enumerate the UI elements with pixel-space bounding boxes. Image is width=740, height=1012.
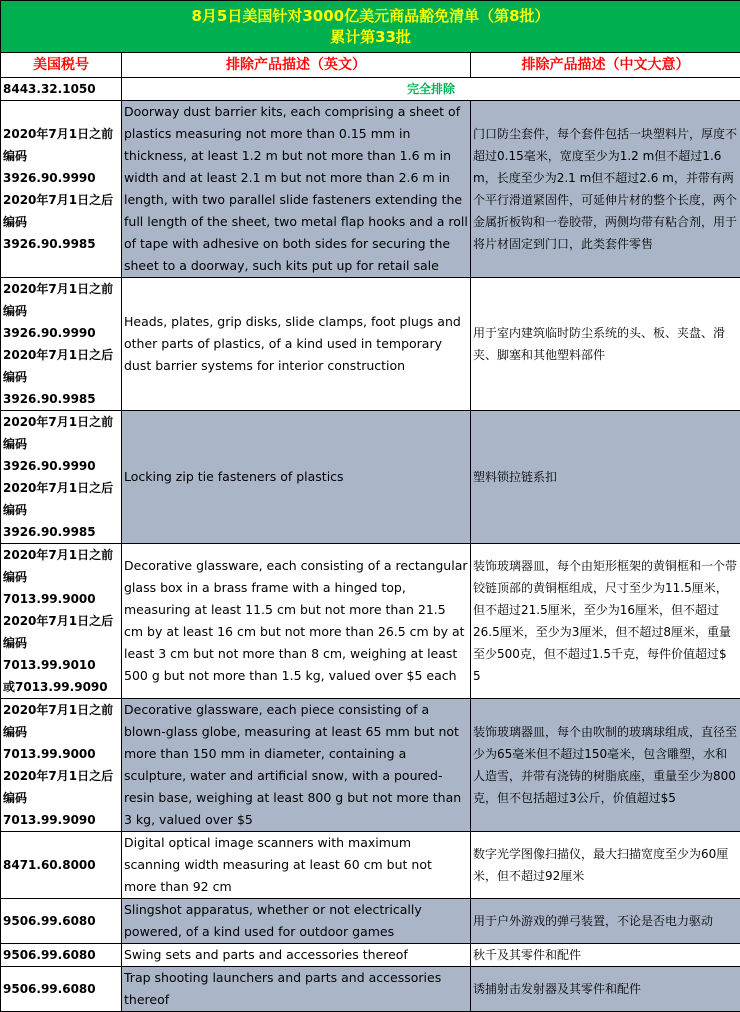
tariff-code-line: 2020年7月1日之前	[3, 699, 119, 721]
table-row	[1, 78, 740, 101]
english-description: Digital optical image scanners with maximum scanning width measuring at least 60 cm but not more than 92 cm	[122, 832, 471, 899]
english-description: Decorative glassware, each piece consisting of a blown-glass globe, measuring at least 65 mm but not more than 150 mm in diameter, containing a sculpture, water and artificial snow, with a poured-resin base, weighing at least 800 g but not more than 3 kg, valued over $5	[122, 699, 471, 832]
chinese-description: 装饰玻璃器皿，每个由吹制的玻璃球组成，直径至少为65毫米但不超过150毫米，包含雕塑，水和人造雪，并带有浇铸的树脂底座，重量至少为800克，但不包括超过3公斤，价值超过$5	[471, 699, 740, 832]
tariff-code-cell	[1, 278, 122, 411]
english-description: Decorative glassware, each consisting of a rectangular glass box in a brass frame with a hinged top, measuring at least 11.5 cm but not more than 21.5 cm by at least 16 cm but not more than 26.5 cm by at least 3 cm but not more than 8 cm, weighing at least 500 g but not more than 1.5 kg, valued over $5 each	[122, 544, 471, 699]
tariff-code-line: 9506.99.6080	[3, 910, 119, 932]
table-row	[1, 101, 740, 278]
tariff-code-line: 编码3926.90.9990	[3, 145, 119, 189]
tariff-code-line: 2020年7月1日之后	[3, 477, 119, 499]
tariff-code-cell	[1, 101, 122, 278]
tariff-code-line: 编码3926.90.9990	[3, 300, 119, 344]
header-english: 排除产品描述（英文）	[122, 53, 471, 78]
chinese-description: 用于室内建筑临时防尘系统的头、板、夹盘、滑夹、脚塞和其他塑料部件	[471, 278, 740, 411]
full-exclusion-note: 完全排除	[122, 78, 740, 101]
chinese-description: 塑料锁拉链系扣	[471, 411, 740, 544]
english-description: Swing sets and parts and accessories thereof	[122, 944, 471, 967]
tariff-code-line: 2020年7月1日之后	[3, 610, 119, 632]
chinese-description: 诱捕射击发射器及其零件和配件	[471, 967, 740, 1012]
tariff-code: 8443.32.1050	[1, 78, 122, 101]
tariff-code-line: 编码3926.90.9985	[3, 366, 119, 410]
tariff-code-line: 9506.99.6080	[3, 978, 119, 1000]
tariff-code-cell	[1, 832, 122, 899]
header-chinese: 排除产品描述（中文大意）	[471, 53, 740, 78]
english-description: Slingshot apparatus, whether or not electrically powered, of a kind used for outdoor games	[122, 899, 471, 944]
chinese-description: 数字光学图像扫描仪，最大扫描宽度至少为60厘米，但不超过92厘米	[471, 832, 740, 899]
tariff-code-line: 编码7013.99.9000	[3, 721, 119, 765]
tariff-code-line: 编码3926.90.9990	[3, 433, 119, 477]
tariff-code-line: 编码3926.90.9985	[3, 211, 119, 255]
tariff-code-cell	[1, 544, 122, 699]
table-row	[1, 899, 740, 944]
tariff-code-line: 2020年7月1日之后	[3, 344, 119, 366]
table-row	[1, 278, 740, 411]
table-row	[1, 832, 740, 899]
tariff-code-line: 9506.99.6080	[3, 944, 119, 966]
table-row	[1, 944, 740, 967]
header-row	[1, 53, 740, 78]
chinese-description: 装饰玻璃器皿，每个由矩形框架的黄铜框和一个带铰链顶部的黄铜框组成，尺寸至少为11.5厘米，但不超过21.5厘米，至少为16厘米，但不超过26.5厘米，至少为3厘米，但不超过8厘米，重量至少500克，但不超过1.5千克，每件价值超过$ 5	[471, 544, 740, 699]
title-line-2: 累计第33批	[1, 27, 740, 48]
exclusion-rows	[1, 101, 740, 1012]
chinese-description: 用于户外游戏的弹弓装置，不论是否电力驱动	[471, 899, 740, 944]
tariff-code-line: 编码7013.99.9010	[3, 632, 119, 676]
english-description: Doorway dust barrier kits, each comprising a sheet of plastics measuring not more than 0.15 mm in thickness, at least 1.2 m but not more than 1.6 m in width and at least 2.1 m but not more than 2.6 m in length, with two parallel slide fasteners extending the full length of the sheet, two metal flap hooks and a roll of tape with adhesive on both sides for securing the sheet to a doorway, such kits put up for retail sale	[122, 101, 471, 278]
table-row	[1, 411, 740, 544]
table-row	[1, 699, 740, 832]
chinese-description: 门口防尘套件，每个套件包括一块塑料片，厚度不超过0.15毫米，宽度至少为1.2 m但不超过1.6 m，长度至少为2.1 m但不超过2.6 m，并带有两个平行滑道紧固件，可延伸片材的整个长度，两个金属折板钩和一卷胶带，两侧均带有粘合剂，用于将片材固定到门口，此类套件零售	[471, 101, 740, 278]
tariff-code-cell	[1, 967, 122, 1012]
header-code: 美国税号	[1, 53, 122, 78]
tariff-code-line: 2020年7月1日之前	[3, 278, 119, 300]
tariff-code-line: 编码7013.99.9090	[3, 787, 119, 831]
table-row	[1, 967, 740, 1012]
tariff-code-line: 2020年7月1日之前	[3, 123, 119, 145]
title-line-1: 8月5日美国针对3000亿美元商品豁免清单（第8批）	[1, 6, 740, 27]
chinese-description: 秋千及其零件和配件	[471, 944, 740, 967]
table-row	[1, 544, 740, 699]
tariff-code-line: 8471.60.8000	[3, 854, 119, 876]
english-description: Trap shooting launchers and parts and accessories thereof	[122, 967, 471, 1012]
english-description: Heads, plates, grip disks, slide clamps, foot plugs and other parts of plastics, of a kind used in temporary dust barrier systems for interior construction	[122, 278, 471, 411]
tariff-code-line: 2020年7月1日之前	[3, 411, 119, 433]
tariff-code-line: 2020年7月1日之后	[3, 765, 119, 787]
tariff-code-cell	[1, 699, 122, 832]
tariff-code-cell	[1, 899, 122, 944]
tariff-code-line: 或7013.99.9090	[3, 676, 119, 698]
tariff-code-line: 2020年7月1日之后	[3, 189, 119, 211]
tariff-code-line: 2020年7月1日之前	[3, 544, 119, 566]
table-title	[1, 1, 740, 53]
tariff-code-line: 编码7013.99.9000	[3, 566, 119, 610]
english-description: Locking zip tie fasteners of plastics	[122, 411, 471, 544]
tariff-code-line: 编码3926.90.9985	[3, 499, 119, 543]
tariff-code-cell	[1, 411, 122, 544]
tariff-code-cell	[1, 944, 122, 967]
title-row	[1, 1, 740, 53]
